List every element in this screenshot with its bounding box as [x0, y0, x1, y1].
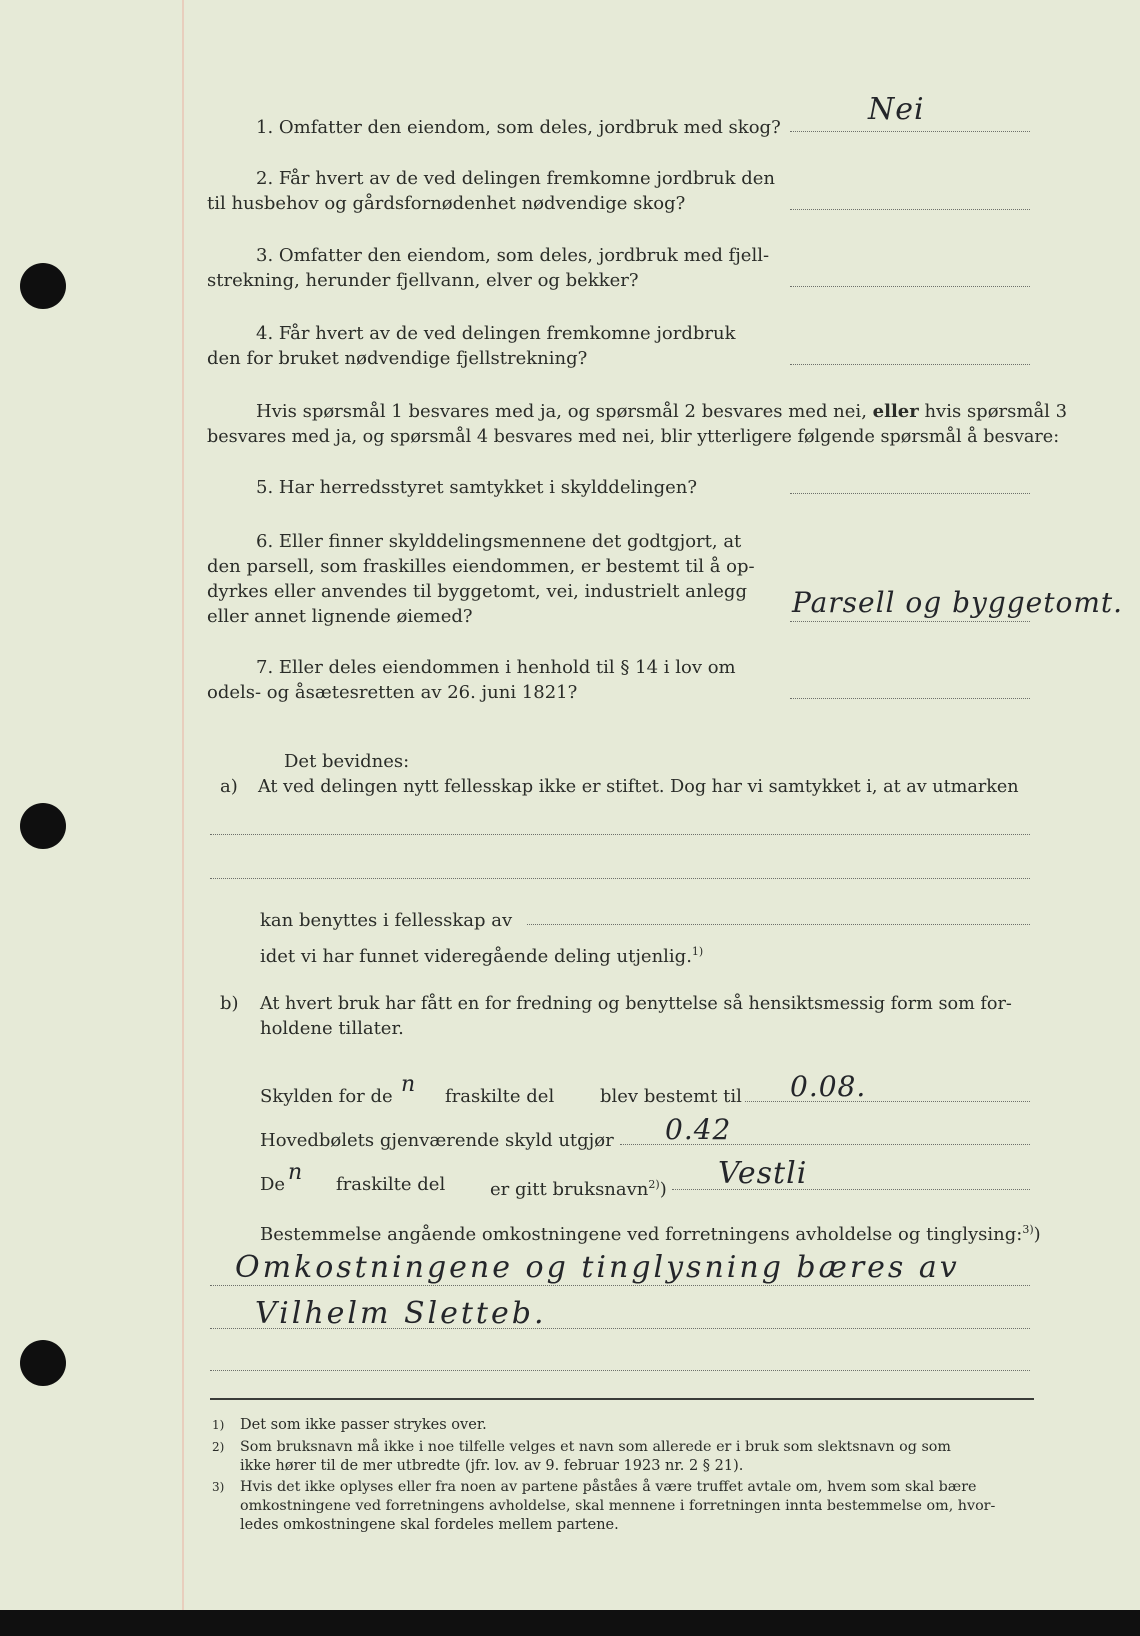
item-a-conclusion: idet vi har funnet videregående deling utjenlig.$^{1)}$ [260, 945, 704, 967]
footnote-3-line2: omkostningene ved forretningens avholdelse, skal mennene i forretningen innta bestemmelse om, hvor- [240, 1498, 996, 1514]
cost-handwritten-line1: Omkostningene og tinglysning bæres av [235, 1250, 960, 1285]
cost-label: Bestemmelse angående omkostningene ved forretningens avholdelse og tinglysing:$^{3)}$) [260, 1223, 1041, 1245]
hovedbol-label: Hovedbølets gjenværende skyld utgjør [260, 1130, 614, 1151]
bruksnavn-label-2: fraskilte del [336, 1174, 446, 1195]
fill-line-shared [527, 924, 1030, 925]
skyld-label-1: Skylden for de [260, 1086, 393, 1107]
question-3-line2: strekning, herunder fjellvann, elver og bekker? [207, 270, 639, 291]
question-2-line2: til husbehov og gårdsfornødenhet nødvendige skog? [207, 193, 686, 214]
conditional-line2: besvares med ja, og spørsmål 4 besvares med nei, blir ytterligere følgende spørsmål å besvare: [207, 427, 1060, 447]
bruksnavn-label-3: er gitt bruksnavn$^{2)}$) [490, 1178, 667, 1200]
question-6-line4: eller annet lignende øiemed? [207, 606, 473, 627]
scan-border [0, 1610, 1140, 1636]
fill-line-a2 [210, 878, 1030, 879]
skyld-label-2: fraskilte del [445, 1086, 555, 1107]
question-5-text: 5. Har herredsstyret samtykket i skylddelingen? [256, 477, 697, 498]
answer-line-2 [790, 209, 1030, 210]
fill-line-a1 [210, 834, 1030, 835]
shared-use-label: kan benyttes i fellesskap av [260, 910, 513, 931]
skyld-value: 0.08. [790, 1070, 867, 1103]
fill-line-cost3 [210, 1370, 1030, 1371]
answer-1-handwritten: Nei [868, 92, 925, 127]
skyld-hand-insert: n [401, 1072, 417, 1097]
item-b-line2: holdene tillater. [260, 1018, 404, 1039]
footnote-ref: 1) [691, 945, 704, 958]
footnote-1-text: Det som ikke passer strykes over. [240, 1417, 487, 1433]
punch-hole [20, 803, 66, 849]
item-b-label: b) [220, 993, 239, 1014]
cost-handwritten-line2: Vilhelm Sletteb. [255, 1296, 547, 1331]
question-6-line1: 6. Eller finner skylddelingsmennene det godtgjort, at [256, 531, 742, 552]
footnote-ref: 3) [1022, 1223, 1034, 1236]
punch-hole [20, 1340, 66, 1386]
fill-line-skyld [745, 1101, 1030, 1102]
footnote-ref: 2) [648, 1178, 660, 1191]
certification-heading: Det bevidnes: [284, 751, 410, 772]
margin-line [182, 0, 184, 1610]
fill-line-cost1 [210, 1285, 1030, 1286]
answer-line-5 [790, 493, 1030, 494]
footnote-3-line3: ledes omkostningene skal fordeles mellem partene. [240, 1517, 619, 1533]
item-a-label: a) [220, 776, 238, 797]
answer-line-6 [790, 621, 1030, 622]
bruksnavn-hand-insert: n [288, 1160, 304, 1185]
footnote-1-number: 1) [212, 1418, 225, 1432]
skyld-label-3: blev bestemt til [600, 1086, 742, 1107]
fill-line-cost2 [210, 1328, 1030, 1329]
question-1-text: 1. Omfatter den eiendom, som deles, jordbruk med skog? [256, 117, 781, 138]
question-4-line2: den for bruket nødvendige fjellstrekning? [207, 348, 588, 369]
punch-hole [20, 263, 66, 309]
answer-line-3 [790, 286, 1030, 287]
question-2-line1: 2. Får hvert av de ved delingen fremkomne jordbruk den [256, 168, 775, 189]
question-6-line3: dyrkes eller anvendes til byggetomt, vei, industrielt anlegg [207, 581, 747, 602]
footnote-divider [210, 1398, 1034, 1400]
question-7-line2: odels- og åsætesretten av 26. juni 1821? [207, 682, 578, 703]
item-a-text: At ved delingen nytt fellesskap ikke er stiftet. Dog har vi samtykket i, at av utmarken [258, 777, 1019, 797]
answer-line-7 [790, 698, 1030, 699]
bruksnavn-label-1: De [260, 1174, 286, 1195]
conditional-line1: Hvis spørsmål 1 besvares med ja, og spørsmål 2 besvares med nei, eller hvis spørsmål 3 [256, 401, 1068, 422]
footnote-2-line1: Som bruksnavn må ikke i noe tilfelle velges et navn som allerede er i bruk som slektsnavn og som [240, 1439, 951, 1455]
bruksnavn-value: Vestli [718, 1156, 808, 1191]
question-4-line1: 4. Får hvert av de ved delingen fremkomne jordbruk [256, 323, 736, 344]
footnote-2-number: 2) [212, 1440, 225, 1454]
answer-line-1 [790, 131, 1030, 132]
footnote-3-number: 3) [212, 1480, 225, 1494]
question-6-line2: den parsell, som fraskilles eiendommen, er bestemt til å op- [207, 556, 755, 577]
answer-line-4 [790, 364, 1030, 365]
item-b-line1: At hvert bruk har fått en for fredning og benyttelse så hensiktsmessig form som for- [260, 994, 1012, 1014]
question-3-line1: 3. Omfatter den eiendom, som deles, jordbruk med fjell- [256, 245, 770, 266]
question-7-line1: 7. Eller deles eiendommen i henhold til § 14 i lov om [256, 657, 736, 678]
hovedbol-value: 0.42 [665, 1113, 732, 1146]
footnote-2-line2: ikke hører til de mer utbredte (jfr. lov. av 9. februar 1923 nr. 2 § 21). [240, 1458, 744, 1474]
footnote-3-line1: Hvis det ikke oplyses eller fra noen av partene påståes å være truffet avtale om, hvem som skal bære [240, 1479, 977, 1495]
answer-6-handwritten: Parsell og byggetomt. [792, 586, 1124, 619]
